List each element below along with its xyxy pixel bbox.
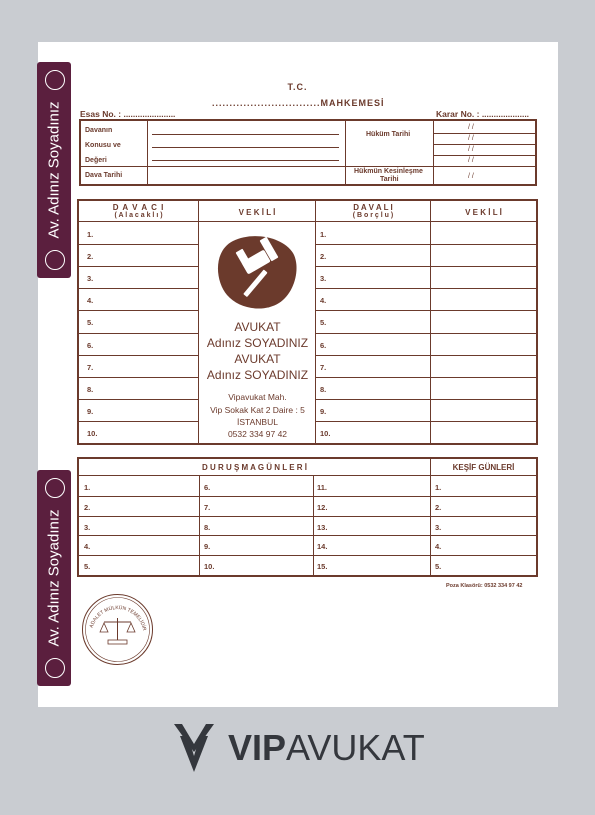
footer-note: Poza Klasörü: 0532 334 97 42 [446,583,523,589]
davali-row-number: 5. [320,318,327,328]
lawyer-title: AVUKAT [234,320,281,334]
hearing-day-number: 11. [317,483,328,492]
lawyer-phone: 0532 334 97 42 [227,429,288,439]
hearing-day-number: 7. [204,502,211,512]
durusma-gunleri-header: D U R U Ş M A G Ü N L E R İ [201,463,308,472]
hukmun-label: Hükmün Kesinleşme [354,168,423,175]
hearing-day-number: 9. [204,542,211,552]
seal-mini-icon [45,658,65,678]
davaci-row-number: 8. [87,384,94,394]
hearing-day-number: 1. [84,483,91,492]
lawyer-city: İSTANBUL [237,417,278,427]
davali-row-number: 9. [320,406,327,416]
borclu-header: ( B o r ç l u ) [352,212,394,219]
kesif-day-number: 3. [435,522,442,532]
gavel-logo-icon [213,233,303,313]
side-tab-bottom [37,470,71,686]
hearing-day-number: 15. [317,562,328,572]
esas-no-field: Esas No. : ...................... [80,109,176,119]
kesif-day-number: 5. [435,562,442,572]
date-slot: / / [468,135,474,142]
davaci-row-number: 6. [87,340,94,350]
hearing-day-number: 4. [84,542,91,552]
hearing-day-number: 8. [204,522,211,532]
seal-mini-icon [45,478,65,498]
hukum-tarihi-label: Hüküm Tarihi [366,131,411,138]
davaci-row-number: 1. [87,230,94,239]
mahkemesi-heading: ...............................MAHKEMESİ [212,98,385,108]
lawyer-title-2: AVUKAT [234,352,281,366]
davaci-row-number: 9. [87,406,94,416]
seal-arc-text: ADALET MÜLKÜN TEMELİDİR [88,605,148,632]
side-tab-text: Av. Adınız Soyadınız [45,509,63,647]
hearing-day-number: 13. [317,522,328,532]
kesif-day-number: 2. [435,502,442,512]
hearing-day-number: 12. [317,502,328,512]
hearing-day-number: 3. [84,522,91,532]
konusu-label: Konusu ve [85,142,121,149]
date-slot: / / [468,124,474,131]
davali-row-number: 4. [320,296,327,306]
davali-row-number: 6. [320,340,327,350]
tc-heading: T.C. [287,82,308,92]
hearing-day-number: 10. [204,562,215,572]
lawyer-address-2: Vip Sokak Kat 2 Daire : 5 [210,405,305,415]
davali-row-number: 3. [320,274,327,284]
brand-vip: VIP [228,727,287,768]
hearing-day-number: 5. [84,562,91,572]
tarihi-label: Tarihi [380,176,399,183]
degeri-label: Değeri [85,157,107,164]
davaci-row-number: 5. [87,318,94,328]
alacakli-header: ( A l a c a k l ı ) [114,212,163,219]
date-slot: / / [468,157,474,164]
dava-tarihi-label: Dava Tarihi [85,172,123,179]
davaci-row-number: 3. [87,274,94,284]
davali-header: D A V A L I [353,203,393,212]
kesif-day-number: 4. [435,542,442,552]
brand-logo-icon [170,722,218,774]
side-tab-top [37,62,71,278]
seal-mini-icon [45,250,65,270]
davaci-row-number: 4. [87,296,94,306]
davali-row-number: 7. [320,362,327,372]
davali-row-number: 2. [320,252,327,262]
davali-row-number: 1. [320,230,327,239]
side-tab-text: Av. Adınız Soyadınız [45,101,63,239]
hearing-day-number: 14. [317,542,328,552]
davaci-row-number: 10. [87,428,98,438]
kesif-gunleri-header: KEŞİF GÜNLERİ [452,463,515,472]
lawyer-name-2: Adınız SOYADINIZ [206,368,309,382]
davali-row-number: 10. [320,428,331,438]
date-slot: / / [468,146,474,153]
hearing-day-number: 6. [204,483,211,492]
brand-logo-text [228,727,425,769]
karar-no-field: Karar No. : .................... [436,109,530,119]
davaci-header: D A V A C I [112,203,165,212]
davaci-row-number: 2. [87,252,94,262]
vekili-right-header: V E K İ L İ [465,208,502,217]
lawyer-address-1: Vipavukat Mah. [228,392,287,402]
davali-row-number: 8. [320,384,327,394]
date-slot: / / [468,173,474,180]
davanin-label: Davanın [85,127,113,134]
davaci-row-number: 7. [87,362,94,372]
justice-seal-icon [80,592,155,667]
brand-avukat: AVUKAT [286,727,425,768]
vekili-left-header: V E K İ L İ [238,208,276,217]
lawyer-name: Adınız SOYADINIZ [206,336,309,350]
hearing-day-number: 2. [84,502,91,512]
kesif-day-number: 1. [435,483,442,492]
